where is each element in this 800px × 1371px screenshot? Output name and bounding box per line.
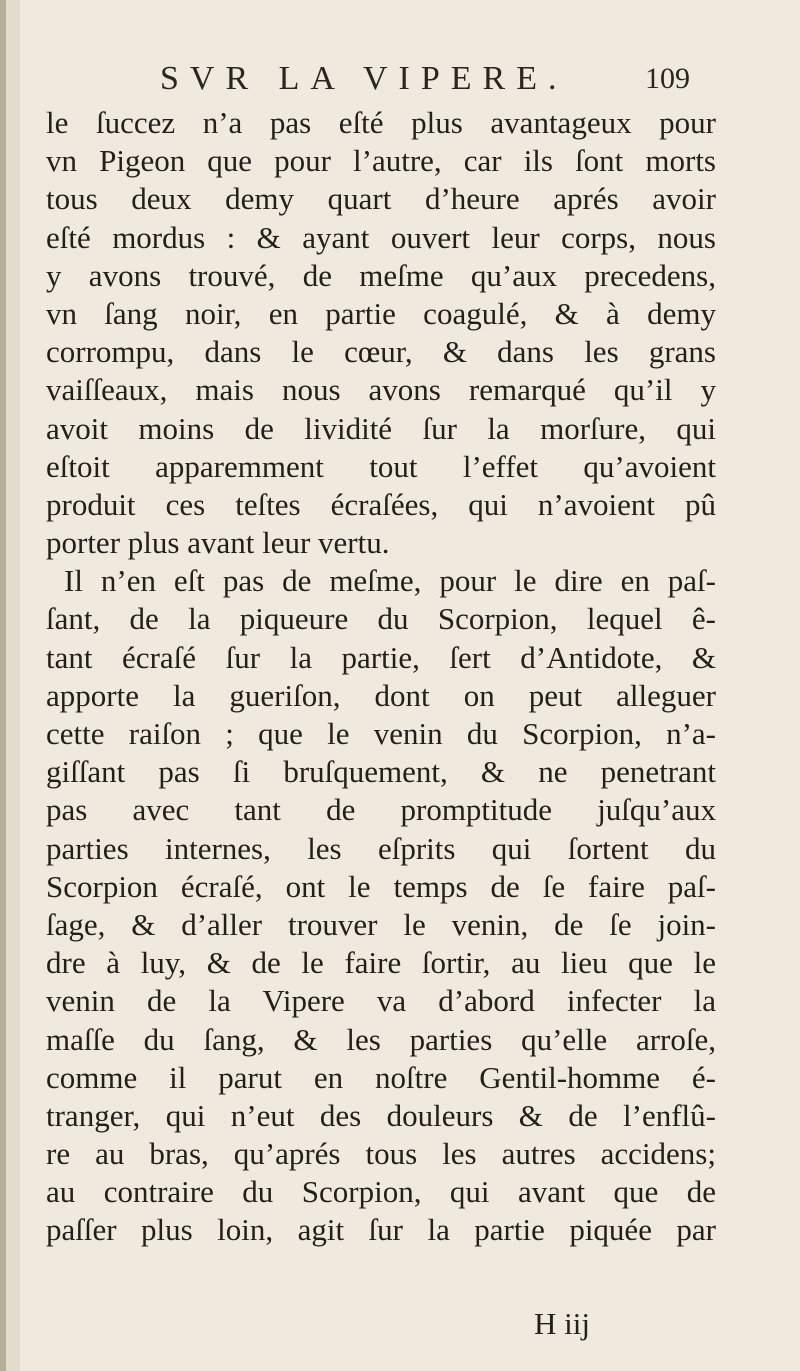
text-line: corrompu, dans le cœur, & dans les grans xyxy=(46,334,716,370)
text-line: ſage, & d’aller trouver le venin, de ſe join- xyxy=(46,906,716,942)
text-line: vn Pigeon que pour l’autre, car ils ſont morts xyxy=(46,143,716,179)
paragraph-end-line: porter plus avant leur vertu. xyxy=(46,525,390,561)
text-line: cette raiſon ; que le venin du Scorpion, n’a- xyxy=(46,716,716,751)
page-number: 109 xyxy=(645,62,690,95)
text-line: parties internes, les eſprits qui ſortent du xyxy=(46,830,716,866)
text-line: tous deux demy quart d’heure aprés avoir xyxy=(46,181,716,217)
text-line: re au bras, qu’aprés tous les autres accidens; xyxy=(46,1136,716,1172)
text-line: le ſuccez n’a pas eſté plus avantageux pour xyxy=(46,105,716,140)
text-line: Scorpion écraſé, ont le temps de ſe faire paſ- xyxy=(46,868,716,904)
page-gutter-shadow xyxy=(6,0,20,1371)
text-line: vn ſang noir, en partie coagulé, & à demy xyxy=(46,295,716,331)
signature-mark: H iij xyxy=(534,1306,590,1341)
text-line: venin de la Vipere va d’abord infecter la xyxy=(46,983,716,1019)
text-line: eſtoit apparemment tout l’effet qu’avoient xyxy=(46,448,716,484)
text-line: apporte la gueriſon, dont on peut alleguer xyxy=(46,677,716,713)
text-line: dre à luy, & de le faire ſortir, au lieu que le xyxy=(46,945,716,981)
text-line: ſant, de la piqueure du Scorpion, lequel ê- xyxy=(46,601,716,637)
text-line: maſſe du ſang, & les parties qu’elle arroſe, xyxy=(46,1021,716,1057)
text-line: giſſant pas ſi bruſquement, & ne penetrant xyxy=(46,754,716,790)
paragraph-start-line: Il n’en eſt pas de meſme, pour le dire en paſ- xyxy=(64,563,716,599)
text-line: eſté mordus : & ayant ouvert leur corps, nous xyxy=(46,219,716,255)
text-line: au contraire du Scorpion, qui avant que de xyxy=(46,1174,716,1210)
running-title: SVR LA VIPERE. xyxy=(160,60,568,97)
text-line: produit ces teſtes écraſées, qui n’avoient pû xyxy=(46,486,716,522)
text-line: paſſer plus loin, agit ſur la partie piquée par xyxy=(46,1212,716,1248)
text-line: avoit moins de lividité ſur la morſure, qui xyxy=(46,410,716,446)
text-line: y avons trouvé, de meſme qu’aux precedens, xyxy=(46,257,716,293)
text-line: tranger, qui n’eut des douleurs & de l’enflû- xyxy=(46,1097,716,1133)
running-head xyxy=(160,60,690,110)
text-line: tant écraſé ſur la partie, ſert d’Antidote, & xyxy=(46,639,716,675)
text-line: comme il parut en noſtre Gentil-homme é- xyxy=(46,1059,716,1095)
text-line: vaiſſeaux, mais nous avons remarqué qu’il y xyxy=(46,372,716,408)
body-text xyxy=(46,104,716,1250)
text-line: pas avec tant de promptitude juſqu’aux xyxy=(46,792,716,828)
